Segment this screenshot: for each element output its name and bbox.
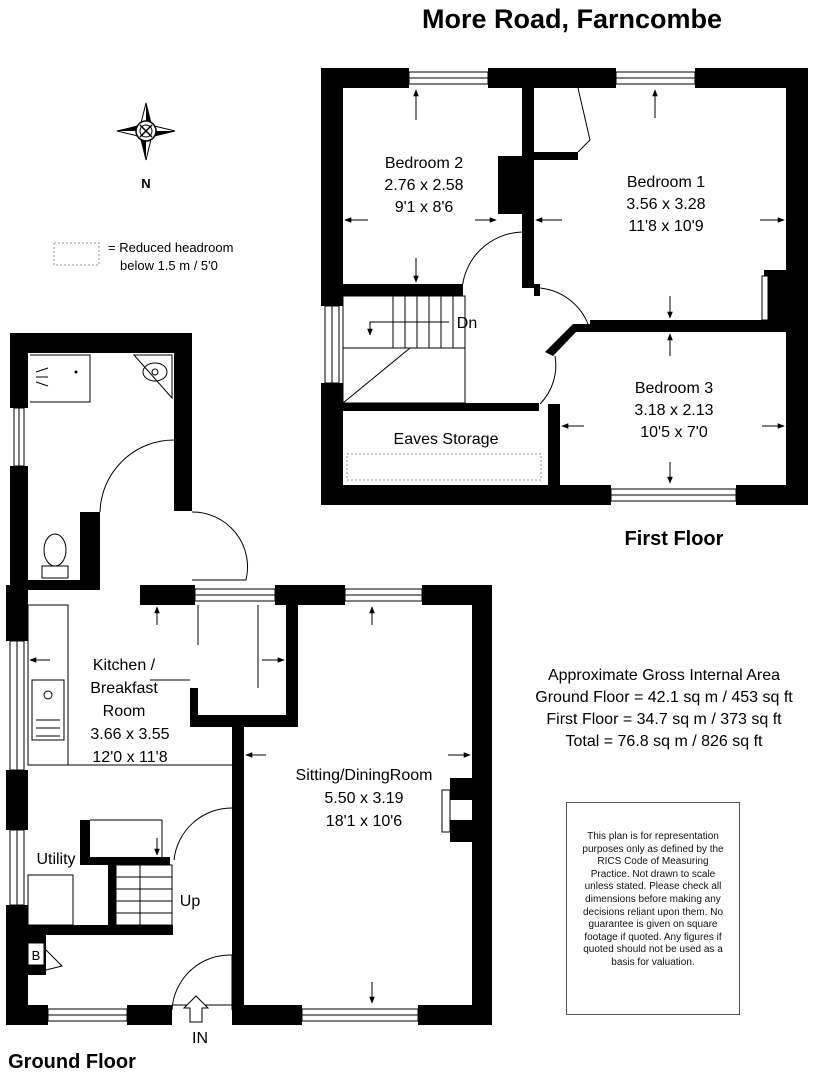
compass-north-label: N xyxy=(141,176,151,191)
reduced-headroom-swatch-icon xyxy=(54,243,99,265)
sitting-room-imperial: 18'1 x 10'6 xyxy=(325,813,403,830)
disclaimer-box xyxy=(566,802,740,1015)
first-floor-stairs-label: Dn xyxy=(456,315,478,332)
bedroom-1-name: Bedroom 1 xyxy=(626,174,706,191)
bedroom-2-name: Bedroom 2 xyxy=(384,155,464,172)
bedroom-2-metric: 2.76 x 2.58 xyxy=(384,177,464,194)
legend-line-1: = Reduced headroom xyxy=(108,240,234,255)
bedroom-3-metric: 3.18 x 2.13 xyxy=(634,402,714,419)
bedroom-1-metric: 3.56 x 3.28 xyxy=(626,196,706,213)
area-total: Total = 76.8 sq m / 826 sq ft xyxy=(565,733,763,750)
area-ground-floor: Ground Floor = 42.1 sq m / 453 sq ft xyxy=(535,689,793,706)
kitchen-name-line-2: Breakfast xyxy=(90,680,158,697)
page-title: More Road, Farncombe xyxy=(421,4,723,34)
ground-floor-stairs xyxy=(116,865,172,935)
legend-line-2: below 1.5 m / 5'0 xyxy=(120,258,218,273)
kitchen-metric: 3.66 x 3.55 xyxy=(90,726,170,743)
sitting-room-metric: 5.50 x 3.19 xyxy=(324,790,404,807)
entrance-label: IN xyxy=(192,1030,208,1047)
kitchen-imperial: 12'0 x 11'8 xyxy=(92,749,168,766)
ground-floor-label: Ground Floor xyxy=(8,1051,136,1073)
kitchen-name-line-3: Room xyxy=(102,703,146,720)
kitchen-name-line-1: Kitchen / xyxy=(92,657,156,674)
boiler-label: B xyxy=(31,948,41,963)
bedroom-1-imperial: 11'8 x 10'9 xyxy=(628,218,704,235)
disclaimer-text: This plan is for representation purposes only as defined by the RICS Code of Measuring Practice. Not drawn to scale unless stated. Please check all dimensions before making any decisions reliant upon them. No guarantee is given on square footage if quoted. Any figures if quoted should not be used as a basis for valuation. xyxy=(582,831,724,968)
eaves-storage-label: Eaves Storage xyxy=(393,431,499,448)
bedroom-2-imperial: 9'1 x 8'6 xyxy=(394,199,454,216)
sitting-room-name: Sitting/DiningRoom xyxy=(295,767,433,784)
ground-floor-stairs-label: Up xyxy=(179,893,201,910)
area-heading: Approximate Gross Internal Area xyxy=(547,667,781,684)
area-first-floor: First Floor = 34.7 sq m / 373 sq ft xyxy=(546,711,782,728)
bedroom-3-imperial: 10'5 x 7'0 xyxy=(640,424,708,441)
utility-label: Utility xyxy=(36,851,76,868)
compass-rose-icon xyxy=(117,103,175,160)
first-floor-stairs xyxy=(343,296,465,403)
first-floor-label: First Floor xyxy=(624,528,724,550)
bedroom-3-name: Bedroom 3 xyxy=(634,380,714,397)
